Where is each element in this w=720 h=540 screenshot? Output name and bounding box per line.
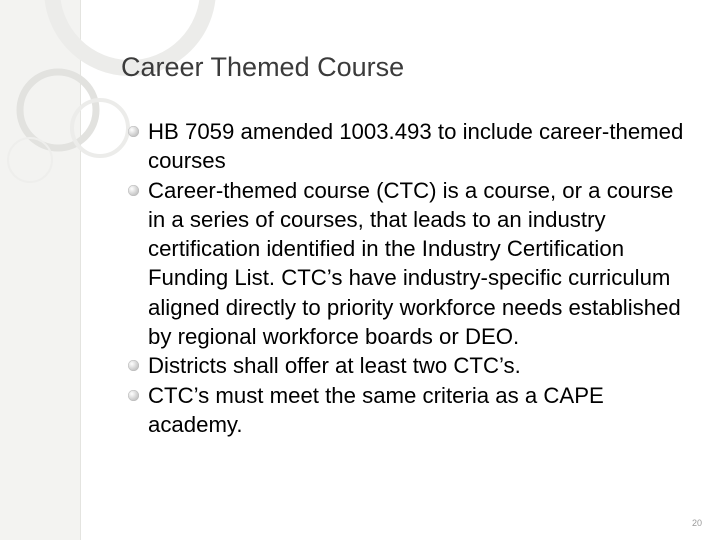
bullet-item: [128, 117, 688, 176]
bullet-dot-icon: [128, 390, 139, 401]
bullet-item: [128, 381, 688, 440]
bullet-dot-icon: [128, 185, 139, 196]
bullet-list: [128, 117, 688, 439]
bullet-item: [128, 176, 688, 352]
bullet-dot-icon: [128, 360, 139, 371]
bullet-text: Districts shall offer at least two CTC’s.: [148, 353, 521, 379]
bullet-text: HB 7059 amended 1003.493 to include career-themed courses: [148, 119, 684, 174]
page-number: 20: [691, 518, 702, 528]
bullet-item: [128, 351, 688, 380]
slide-title: Career Themed Course: [121, 52, 405, 82]
bullet-text: Career-themed course (CTC) is a course, or a course in a series of courses, that leads to an industry certification identified in the Industry Certification Funding List. CTC’s have industry-specific curriculum aligned directly to priority workforce needs established by regional workforce boards or DEO.: [148, 177, 681, 350]
bullet-text: CTC’s must meet the same criteria as a CAPE academy.: [148, 382, 604, 437]
bullet-dot-icon: [128, 126, 139, 137]
